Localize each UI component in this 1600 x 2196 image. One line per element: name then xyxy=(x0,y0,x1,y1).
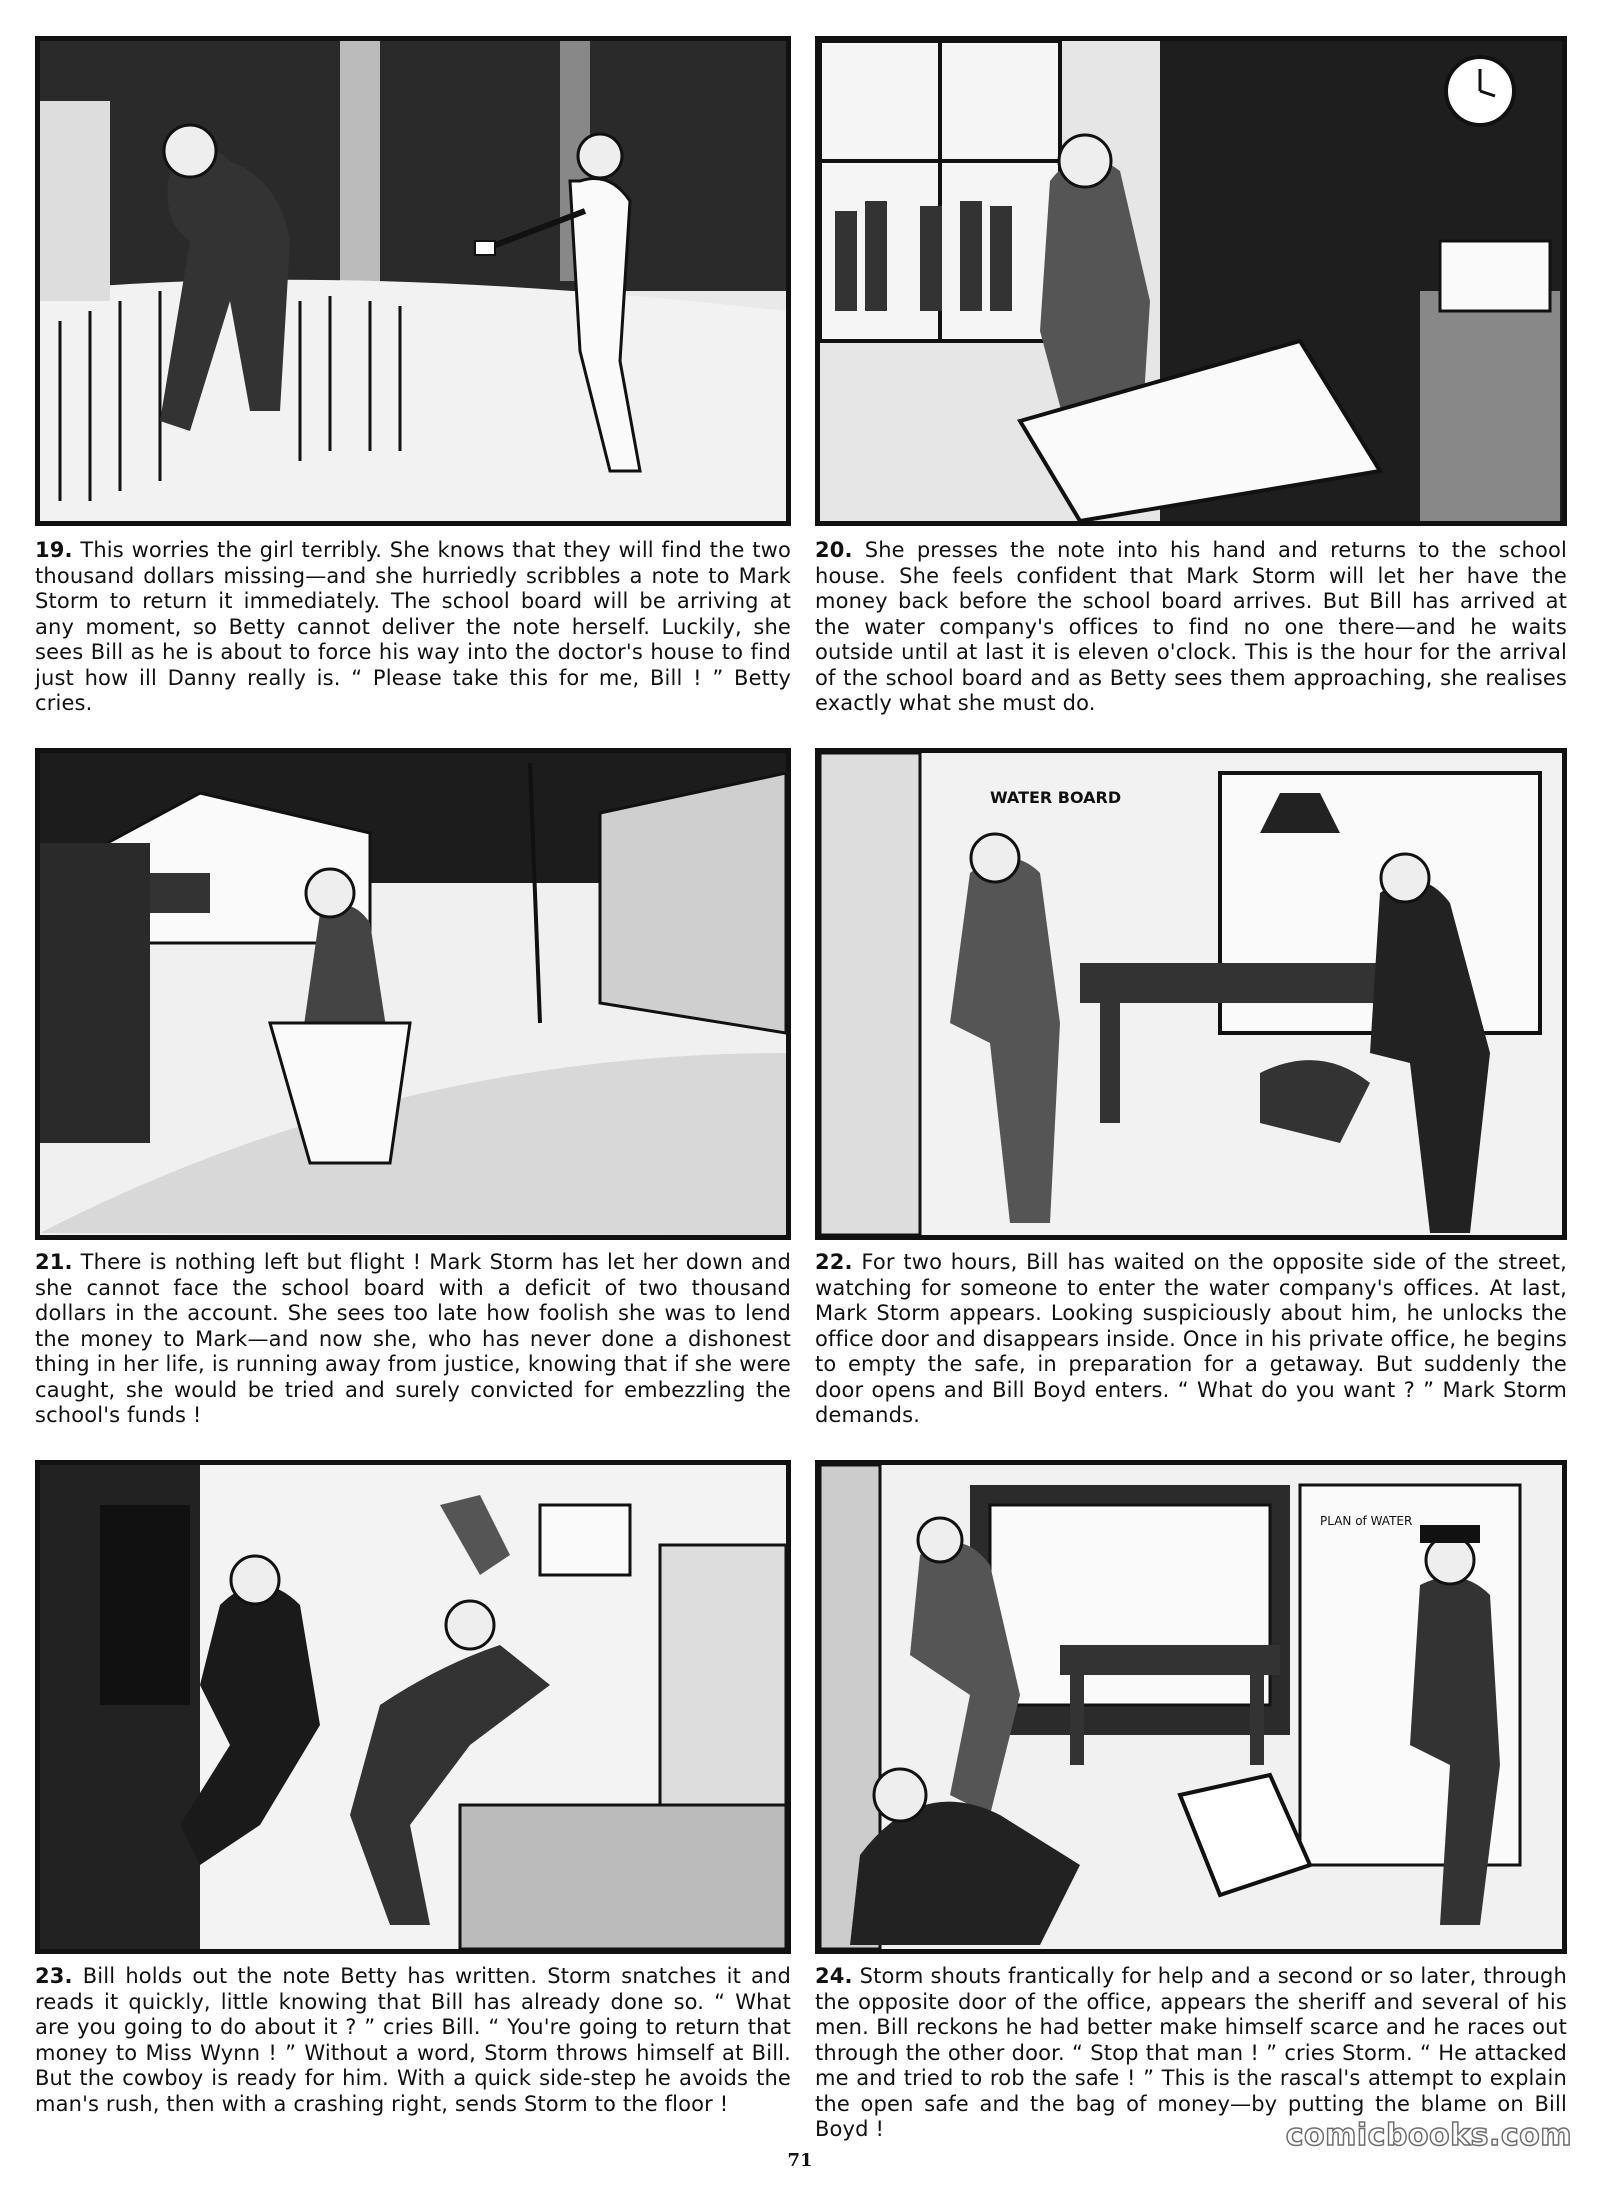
panel-19-text: This worries the girl terribly. She knows that they will find the two thousand dollars missing—and she hurriedly scribbles a note to Mark Storm to return it immediately. The school board will be arriving at any moment, so Betty cannot deliver the note herself. Luckily, she sees Bill as he is about to force his way into the doctor's house to find just how ill Danny really is. “ Please take this for me, Bill ! ” Betty cries. xyxy=(35,538,791,715)
panel-22-illustration xyxy=(815,748,1567,1240)
panel-24-number: 24. xyxy=(815,1964,853,1988)
panel-22-caption xyxy=(815,1250,1567,1429)
panel-23-illustration xyxy=(35,1460,791,1954)
panel-20-text: She presses the note into his hand and returns to the school house. She feels confident that Mark Storm will let her have the money back before the school board arrives. But Bill has arrived at the water company's offices to find no one there—and he waits outside until at last it is eleven o'clock. This is the hour for the arrival of the school board and as Betty sees them approaching, she realises exactly what she must do. xyxy=(815,538,1568,715)
panel-21-art xyxy=(40,753,786,1235)
panel-19-illustration xyxy=(35,36,791,526)
panel-19-number: 19. xyxy=(35,538,73,562)
panel-20-illustration xyxy=(815,36,1567,526)
panel-23-caption xyxy=(35,1964,791,2117)
panel-21-illustration xyxy=(35,748,791,1240)
panel-22-text: For two hours, Bill has waited on the opposite side of the street, watching for someone to enter the water company's offices. At last, Mark Storm appears. Looking suspiciously about him, he unlocks the office door and disappears inside. Once in his private office, he begins to empty the safe, in preparation for a getaway. But suddenly the door opens and Bill Boyd enters. “ What do you want ? ” Mark Storm demands. xyxy=(815,1250,1567,1427)
panel-22-number: 22. xyxy=(815,1250,853,1274)
panel-23-art xyxy=(40,1465,786,1949)
panel-21-caption xyxy=(35,1250,791,1429)
page-number: 71 xyxy=(787,2150,813,2171)
panel-23-number: 23. xyxy=(35,1964,73,1988)
panel-22-art xyxy=(820,753,1562,1235)
panel-24-text: Storm shouts frantically for help and a second or so later, through the opposite door of the office, appears the sheriff and several of his men. Bill reckons he had better make himself scarce and he races out through the other door. “ Stop that man ! ” cries Storm. “ He attacked me and tried to rob the safe ! ” This is the rascal's attempt to explain the open safe and the bag of money—by putting the blame on Bill Boyd ! xyxy=(815,1964,1567,2141)
office-sign: WATER BOARD xyxy=(990,788,1122,807)
panel-24-illustration xyxy=(815,1460,1567,1954)
panel-20-caption xyxy=(815,538,1567,717)
panel-23-text: Bill holds out the note Betty has written. Storm snatches it and reads it quickly, little knowing that Bill has already done so. “ What are you going to do about it ? ” cries Bill. “ You're going to return that money to Miss Wynn ! ” Without a word, Storm throws himself at Bill. But the cowboy is ready for him. With a quick side-step he avoids the man's rush, then with a crashing right, sends Storm to the floor ! xyxy=(35,1964,791,2116)
wall-map-label: PLAN of WATER xyxy=(1320,1514,1413,1528)
watermark: comicbooks.com xyxy=(1285,2118,1572,2153)
panel-21-text: There is nothing left but flight ! Mark Storm has let her down and she cannot face the school board with a deficit of two thousand dollars in the account. She sees too late how foolish she was to lend the money to Mark—and now she, who has never done a dishonest thing in her life, is running away from justice, knowing that if she were caught, she would be tried and surely convicted for embezzling the school's funds ! xyxy=(35,1250,791,1427)
panel-21-number: 21. xyxy=(35,1250,73,1274)
panel-19-caption xyxy=(35,538,791,717)
panel-19-art xyxy=(40,41,786,521)
panel-24-art xyxy=(820,1465,1562,1949)
panel-20-art xyxy=(820,41,1562,521)
panel-20-number: 20. xyxy=(815,538,853,562)
panel-24-caption xyxy=(815,1964,1567,2143)
